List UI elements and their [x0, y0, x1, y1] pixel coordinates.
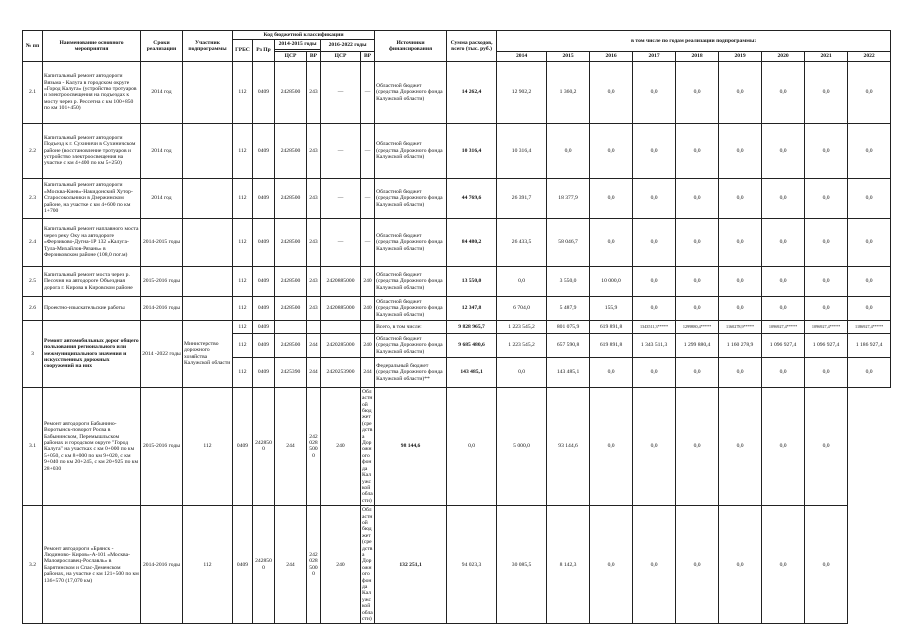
row-year-value: 6 704,0	[497, 296, 547, 320]
row-participant: Министерство дорожного хозяйства Калужской области	[183, 320, 233, 387]
row-grbs: 112	[233, 296, 253, 320]
row-year-value: 0,0	[590, 61, 633, 123]
table-row	[23, 178, 891, 218]
row-vr-b: —	[361, 61, 375, 123]
header-participant: Участник подпрограммы	[183, 31, 233, 62]
row-year-value: 619 891,8	[590, 333, 633, 357]
row-term: 2014-2016 годы	[141, 296, 183, 320]
row-year-value: 1 223 545,2	[497, 320, 547, 333]
row-vr-a: 244	[307, 357, 321, 387]
row-csr-b: 2420285000	[307, 506, 321, 624]
row-term: 2015-2016 годы	[141, 387, 183, 505]
row-year-value: 0,0	[719, 218, 762, 266]
row-year-value: 0,0	[590, 123, 633, 178]
row-source: Федеральный бюджет (средства Дорожного фонда Калужской области)**	[375, 357, 447, 387]
row-year-value: 0,0	[848, 178, 891, 218]
row-source: Областной бюджет (средства Дорожного фонда Калужской области)	[362, 507, 373, 623]
row-year-value: 155,9	[590, 296, 633, 320]
row-num: 2.2	[23, 123, 43, 178]
table-row	[23, 320, 891, 333]
row-year-value: 0,0	[848, 123, 891, 178]
row-participant	[183, 123, 233, 178]
row-name: Проектно-изыскательские работы	[43, 296, 141, 320]
row-year-value: 0,0	[676, 387, 719, 505]
table-row	[23, 387, 891, 505]
row-total: 143 485,1	[447, 357, 497, 387]
header-grbs: ГРБС	[233, 40, 253, 61]
row-year-value: 0,0	[633, 387, 676, 505]
row-year-value: 1 186 927,4	[848, 333, 891, 357]
row-vr-a: 243	[307, 218, 321, 266]
row-name: Капитальный ремонт моста через р. Песочня на автодороге Объездная дорога г. Кирова в Кировском районе	[43, 266, 141, 296]
row-year-value: 801 075,9	[547, 320, 590, 333]
row-year-value: 0,0	[633, 178, 676, 218]
row-csr-a: 2428500	[275, 218, 307, 266]
row-total: 12 347,8	[447, 296, 497, 320]
row-csr-a	[275, 320, 307, 333]
row-year-value: 1299880,4*****	[676, 320, 719, 333]
row-year-value: 0,0	[762, 357, 805, 387]
row-year-value: 58 046,7	[547, 218, 590, 266]
row-rzpr: 0409	[253, 333, 275, 357]
row-year-value: 0,0	[719, 506, 762, 624]
row-year-value: 1 223 545,2	[497, 333, 547, 357]
header-budget-code: Код бюджетной классификации	[233, 31, 375, 40]
row-source: Областной бюджет (средства Дорожного фонда Калужской области)	[375, 218, 447, 266]
row-vr-b: 240	[321, 387, 361, 505]
row-source: Областной бюджет (средства Дорожного фонда Калужской области)	[375, 333, 447, 357]
row-grbs: 112	[233, 333, 253, 357]
row-year-value: 5 487,9	[547, 296, 590, 320]
row-vr-a: 244	[275, 387, 307, 505]
row-total: 9 685 480,6	[447, 333, 497, 357]
row-year-value: 0,0	[497, 357, 547, 387]
row-csr-b	[321, 320, 361, 333]
row-year-value: 0,0	[762, 123, 805, 178]
row-year-value: 1160278,9*****	[719, 320, 762, 333]
row-year-value: 0,0	[633, 266, 676, 296]
row-vr-a	[307, 320, 321, 333]
row-vr-b: 240	[361, 333, 375, 357]
row-year-value: 0,0	[719, 61, 762, 123]
row-year-value: 0,0	[633, 123, 676, 178]
row-year-value: 0,0	[676, 296, 719, 320]
row-year-value: 30 085,5	[497, 506, 547, 624]
year-header: 2019	[719, 51, 762, 61]
row-year-value: 0,0	[676, 61, 719, 123]
header-rzpr: Рз Пр	[253, 40, 275, 61]
row-total: 84 480,2	[447, 218, 497, 266]
row-vr-b: 240	[361, 296, 375, 320]
row-year-value: 0,0	[447, 387, 497, 505]
row-year-value: 5 000,0	[497, 387, 547, 505]
row-csr-b: 2420285000	[321, 333, 361, 357]
row-num: 2.4	[23, 218, 43, 266]
row-total: 13 550,0	[447, 266, 497, 296]
row-grbs: 112	[233, 266, 253, 296]
row-name: Ремонт автомобильных дорог общего пользования регионального или межмуниципального значения и искусственных дорожных сооружений на них	[43, 320, 141, 387]
row-name: Капитальный ремонт автодороги Подъезд к г. Сухиничи в Сухиничском районе (восстановление тротуаров и устройство электроосвещения на участке с км 4+400 по км 5+250)	[43, 123, 141, 178]
header-name: Наименование основного мероприятия	[43, 31, 141, 62]
table-row	[23, 123, 891, 178]
row-year-value: 657 590,8	[547, 333, 590, 357]
row-year-value: 1343511,3*****	[633, 320, 676, 333]
row-csr-b: —	[321, 178, 361, 218]
row-year-value: 12 902,2	[497, 61, 547, 123]
row-year-value: 0,0	[590, 387, 633, 505]
row-csr-a: 2428500	[253, 387, 275, 505]
row-year-value: 0,0	[805, 123, 848, 178]
row-csr-b: —	[321, 218, 361, 266]
row-grbs: 112	[233, 218, 253, 266]
row-year-value: 8 142,3	[547, 506, 590, 624]
row-rzpr: 0409	[253, 296, 275, 320]
row-vr-b: 240	[361, 266, 375, 296]
row-year-value: 18 377,9	[547, 178, 590, 218]
row-vr-b: —	[361, 218, 375, 266]
year-header: 2021	[805, 51, 848, 61]
row-num: 3.1	[23, 387, 43, 505]
row-year-value: 1186927,4*****	[848, 320, 891, 333]
row-year-value: 0,0	[805, 218, 848, 266]
row-year-value: 143 485,1	[547, 357, 590, 387]
row-vr-b: 240	[321, 506, 361, 624]
table-row	[23, 61, 891, 123]
row-year-value: 0,0	[676, 123, 719, 178]
row-year-value: 0,0	[590, 357, 633, 387]
row-participant	[183, 266, 233, 296]
year-header: 2022	[848, 51, 891, 61]
row-vr-a: 243	[307, 178, 321, 218]
header-num: № пп	[23, 31, 43, 62]
table-row	[23, 296, 891, 320]
row-num: 2.1	[23, 61, 43, 123]
row-year-value: 0,0	[633, 357, 676, 387]
header-years-b: 2016-2022 годы	[321, 40, 375, 51]
row-year-value: 0,0	[547, 123, 590, 178]
row-year-value: 0,0	[676, 218, 719, 266]
row-year-value: 0,0	[633, 218, 676, 266]
row-year-value: 1 360,2	[547, 61, 590, 123]
row-vr-b: 244	[361, 357, 375, 387]
row-rzpr: 0409	[253, 61, 275, 123]
row-participant	[183, 61, 233, 123]
row-source: Областной бюджет (средства Дорожного фонда Калужской области)	[375, 178, 447, 218]
row-csr-a: 2428500	[253, 506, 275, 624]
row-rzpr: 0409	[253, 218, 275, 266]
row-year-value: 0,0	[719, 178, 762, 218]
row-year-value: 3 550,0	[547, 266, 590, 296]
row-year-value: 0,0	[590, 506, 633, 624]
header-terms: Сроки реализации	[141, 31, 183, 62]
row-year-value: 1 343 511,3	[633, 333, 676, 357]
row-rzpr: 0409	[253, 357, 275, 387]
row-total: 132 251,1	[375, 506, 447, 624]
row-year-value: 0,0	[633, 61, 676, 123]
row-source: Областной бюджет (средства Дорожного фонда Калужской области)	[375, 123, 447, 178]
row-vr-b	[361, 320, 375, 333]
row-name: Капитальный ремонт автодороги Вязьма - Калуга в городском округе «Город Калуга» (устройство тротуаров и электроосвещения на подъездах к мосту через р. Рессетна с км 100+850 по км 101+450)	[43, 61, 141, 123]
row-year-value: 0,0	[805, 506, 848, 624]
row-year-value: 94 023,3	[447, 506, 497, 624]
row-num: 3	[23, 320, 43, 387]
row-participant	[183, 218, 233, 266]
row-csr-a: 2428500	[275, 178, 307, 218]
row-source: Областной бюджет (средства Дорожного фонда Калужской области)	[375, 266, 447, 296]
row-vr-a: 243	[307, 61, 321, 123]
row-csr-a: 2428500	[275, 61, 307, 123]
row-year-value: 0,0	[848, 296, 891, 320]
row-num: 2.3	[23, 178, 43, 218]
row-year-value: 1 096 927,4	[805, 333, 848, 357]
row-year-value: 0,0	[762, 296, 805, 320]
row-vr-b: —	[361, 178, 375, 218]
row-participant	[183, 178, 233, 218]
row-num: 2.5	[23, 266, 43, 296]
row-year-value: 0,0	[719, 266, 762, 296]
row-csr-a: 2428500	[275, 296, 307, 320]
row-num: 2.6	[23, 296, 43, 320]
row-name: Ремонт автодороги «Брянск - Людиново- Киров»-А-101 «Москва-Малоярославец-Рославль» в Барятинском и Спас-Деменском районах, на участке с км 121+500 по км 136+570 (17,070 км)	[43, 506, 141, 624]
row-year-value: 0,0	[719, 296, 762, 320]
row-rzpr: 0409	[253, 266, 275, 296]
header-csr-a: ЦСР	[275, 51, 307, 61]
row-grbs: 112	[233, 123, 253, 178]
row-year-value: 0,0	[805, 266, 848, 296]
year-header: 2016	[590, 51, 633, 61]
row-name: Капитальный ремонт наплавного моста через реку Оку на автодороге «Ферзиково-Дугна-1Р 132 «Калуга-Тула-Михайлов-Рязань» в Ферзиковском районе (108,0 пог.м)	[43, 218, 141, 266]
row-grbs: 112	[233, 61, 253, 123]
row-year-value: 93 144,6	[547, 387, 590, 505]
row-year-value: 1 096 927,4	[762, 333, 805, 357]
row-participant	[183, 296, 233, 320]
row-term: 2014 год	[141, 178, 183, 218]
row-source: Всего, в том числе:	[375, 320, 447, 333]
row-csr-a: 2428500	[275, 123, 307, 178]
row-rzpr: 0409	[233, 387, 253, 505]
row-year-value: 0,0	[590, 218, 633, 266]
row-vr-a: 244	[275, 506, 307, 624]
year-header: 2020	[762, 51, 805, 61]
row-year-value: 10 316,4	[497, 123, 547, 178]
row-grbs: 112	[233, 320, 253, 333]
row-year-value: 10 000,0	[590, 266, 633, 296]
row-total: 10 316,4	[447, 123, 497, 178]
budget-table-wrapper	[22, 30, 891, 624]
table-row	[23, 266, 891, 296]
row-rzpr: 0409	[233, 506, 253, 624]
year-header: 2018	[676, 51, 719, 61]
row-csr-b: 2420885000	[321, 296, 361, 320]
row-year-value: 0,0	[805, 387, 848, 505]
row-year-value: 0,0	[676, 178, 719, 218]
row-vr-b: —	[361, 123, 375, 178]
row-year-value: 0,0	[805, 296, 848, 320]
row-source: Областной бюджет (средства Дорожного фонда Калужской области)	[375, 296, 447, 320]
year-header: 2017	[633, 51, 676, 61]
row-year-value: 1 299 880,4	[676, 333, 719, 357]
header-source: Источники финансирования	[375, 31, 447, 62]
row-rzpr: 0409	[253, 123, 275, 178]
row-grbs: 112	[183, 387, 233, 505]
row-csr-b: —	[321, 123, 361, 178]
row-num: 3.2	[23, 506, 43, 624]
row-year-value: 0,0	[762, 506, 805, 624]
row-year-value: 0,0	[719, 123, 762, 178]
row-year-value: 0,0	[497, 266, 547, 296]
row-grbs: 112	[183, 506, 233, 624]
row-total: 14 262,4	[447, 61, 497, 123]
row-term: 2014 год	[141, 61, 183, 123]
row-vr-a: 243	[307, 266, 321, 296]
row-csr-b: 2420885000	[321, 266, 361, 296]
row-term: 2014-2015 годы	[141, 218, 183, 266]
row-term: 2015-2016 годы	[141, 266, 183, 296]
row-csr-a: 2425390	[275, 357, 307, 387]
row-source: Областной бюджет (средства Дорожного фонда Калужской области)	[375, 61, 447, 123]
row-year-value: 26 391,7	[497, 178, 547, 218]
table-row	[23, 506, 891, 624]
header-csr-b: ЦСР	[321, 51, 361, 61]
row-year-value: 1096927,4*****	[805, 320, 848, 333]
row-name: Капитальный ремонт автодороги «Москва-Киев»-Накидонский Хутор-Старосокольники в Дзержинском районе, на участке с км 4+600 по км 1+700	[43, 178, 141, 218]
row-term: 2014 -2022 годы	[141, 320, 183, 387]
header-by-years: в том числе по годам реализации подпрограммы:	[497, 31, 891, 52]
row-grbs: 112	[233, 357, 253, 387]
row-vr-a: 244	[307, 333, 321, 357]
row-year-value: 0,0	[762, 266, 805, 296]
row-rzpr: 0409	[253, 320, 275, 333]
header-years-a: 2014-2015 годы	[275, 40, 321, 49]
row-year-value: 0,0	[762, 178, 805, 218]
budget-table	[22, 30, 891, 624]
row-year-value: 0,0	[848, 357, 891, 387]
row-total: 9 828 965,7	[447, 320, 497, 333]
row-vr-a: 243	[307, 296, 321, 320]
row-total: 44 769,6	[447, 178, 497, 218]
row-year-value: 1096927,4*****	[762, 320, 805, 333]
row-name: Ремонт автодороги Бабынино-Воротынск-поворот Росва в Бабынинском, Перемышльском районах и городском округе "Город Калуга" на участках с км 0+000 по км 5+050, с км 8+000 по км 9+020, с км 9+040 по км 20+245, с км 20+925 по км 28+030	[43, 387, 141, 505]
row-year-value: 0,0	[848, 61, 891, 123]
row-year-value: 0,0	[633, 296, 676, 320]
header-vr-b: ВР	[361, 51, 375, 61]
row-year-value: 0,0	[719, 357, 762, 387]
table-row	[23, 218, 891, 266]
year-header: 2014	[497, 51, 547, 61]
row-year-value: 0,0	[633, 506, 676, 624]
row-year-value: 0,0	[590, 178, 633, 218]
row-source: Областной бюджет (средства Дорожного фонда Калужской области)	[362, 388, 373, 504]
row-year-value: 0,0	[676, 266, 719, 296]
header-total: Сумма расходов, всего (тыс. руб.)	[447, 31, 497, 62]
row-year-value: 0,0	[848, 218, 891, 266]
row-csr-b: 2420253900	[321, 357, 361, 387]
row-rzpr: 0409	[253, 178, 275, 218]
row-year-value: 0,0	[805, 178, 848, 218]
row-year-value: 619 891,8	[590, 320, 633, 333]
row-year-value: 1 160 278,9	[719, 333, 762, 357]
row-year-value: 0,0	[762, 61, 805, 123]
row-year-value: 0,0	[848, 266, 891, 296]
row-csr-a: 2428500	[275, 266, 307, 296]
row-total: 98 144,6	[375, 387, 447, 505]
row-year-value: 0,0	[719, 387, 762, 505]
row-year-value: 0,0	[676, 357, 719, 387]
header-vr-a: ВР	[307, 51, 321, 61]
row-year-value: 0,0	[762, 387, 805, 505]
row-year-value: 0,0	[805, 357, 848, 387]
row-year-value: 0,0	[762, 218, 805, 266]
row-term: 2014-2016 годы	[141, 506, 183, 624]
row-term: 2014 год	[141, 123, 183, 178]
row-csr-b: 2420285000	[307, 387, 321, 505]
year-header: 2015	[547, 51, 590, 61]
row-grbs: 112	[233, 178, 253, 218]
row-csr-a: 2428500	[275, 333, 307, 357]
row-vr-a: 243	[307, 123, 321, 178]
row-year-value: 26 433,5	[497, 218, 547, 266]
row-year-value: 0,0	[805, 61, 848, 123]
row-csr-b: —	[321, 61, 361, 123]
row-year-value: 0,0	[676, 506, 719, 624]
